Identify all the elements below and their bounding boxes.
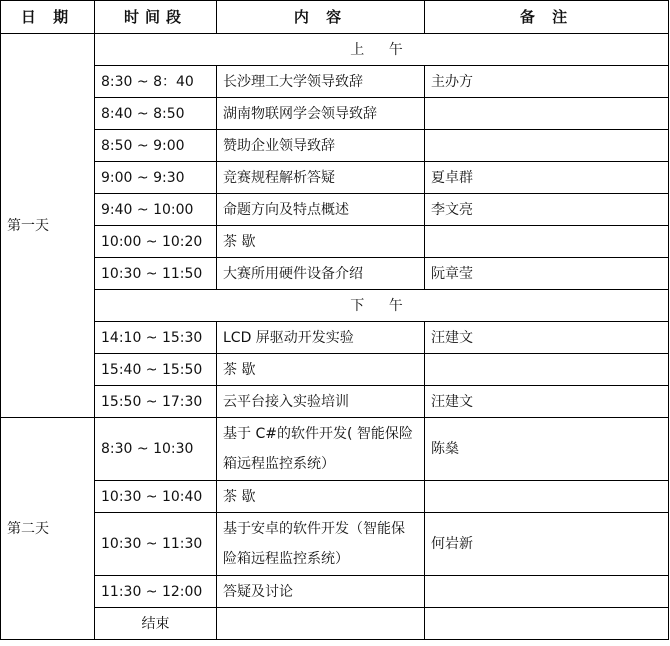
- content-cell: 茶 歇: [217, 354, 425, 386]
- time-cell: 10:30 ~ 11:30: [95, 513, 217, 576]
- note-cell: [425, 608, 669, 640]
- table-row: [1, 194, 669, 226]
- header-date: 日 期: [1, 1, 95, 34]
- table-row: [1, 130, 669, 162]
- section-title: 上 午: [95, 34, 669, 66]
- time-cell: 8:40 ~ 8:50: [95, 98, 217, 130]
- content-cell: LCD 屏驱动开发实验: [217, 322, 425, 354]
- table-row: [1, 418, 669, 481]
- time-cell: 8:50 ~ 9:00: [95, 130, 217, 162]
- time-cell: 15:50 ~ 17:30: [95, 386, 217, 418]
- note-cell: 何岩新: [425, 513, 669, 576]
- time-cell: 15:40 ~ 15:50: [95, 354, 217, 386]
- note-cell: [425, 98, 669, 130]
- time-cell: 10:30 ~ 11:50: [95, 258, 217, 290]
- section-row: [1, 290, 669, 322]
- table-row: [1, 576, 669, 608]
- time-cell: 8:30 ~ 8：40: [95, 66, 217, 98]
- content-cell: 茶 歇: [217, 481, 425, 513]
- table-row: [1, 162, 669, 194]
- content-cell: 湖南物联网学会领导致辞: [217, 98, 425, 130]
- table-row: [1, 513, 669, 576]
- content-cell: [217, 608, 425, 640]
- note-cell: 汪建文: [425, 322, 669, 354]
- section-row: [1, 34, 669, 66]
- schedule-body: [1, 34, 669, 640]
- content-cell: 云平台接入实验培训: [217, 386, 425, 418]
- note-cell: 汪建文: [425, 386, 669, 418]
- header-content: 内 容: [217, 1, 425, 34]
- content-cell: 大赛所用硬件设备介绍: [217, 258, 425, 290]
- section-title: 下 午: [95, 290, 669, 322]
- content-cell: 赞助企业领导致辞: [217, 130, 425, 162]
- table-row: [1, 386, 669, 418]
- note-cell: 主办方: [425, 66, 669, 98]
- content-cell: 基于 C#的软件开发( 智能保险箱远程监控系统）: [217, 418, 425, 481]
- content-cell: 基于安卓的软件开发（智能保险箱远程监控系统）: [217, 513, 425, 576]
- note-cell: 阮章莹: [425, 258, 669, 290]
- time-cell: 10:30 ~ 10:40: [95, 481, 217, 513]
- table-row: [1, 322, 669, 354]
- day-label: 第一天: [1, 34, 95, 418]
- day-label: 第二天: [1, 418, 95, 640]
- table-row: [1, 258, 669, 290]
- table-row: [1, 608, 669, 640]
- header-time: 时间段: [95, 1, 217, 34]
- note-cell: 李文亮: [425, 194, 669, 226]
- table-row: [1, 66, 669, 98]
- note-cell: [425, 226, 669, 258]
- note-cell: [425, 481, 669, 513]
- note-cell: 陈燊: [425, 418, 669, 481]
- header-row: [1, 1, 669, 34]
- header-note: 备 注: [425, 1, 669, 34]
- content-cell: 竞赛规程解析答疑: [217, 162, 425, 194]
- content-cell: 命题方向及特点概述: [217, 194, 425, 226]
- note-cell: [425, 130, 669, 162]
- time-cell: 8:30 ~ 10:30: [95, 418, 217, 481]
- note-cell: [425, 576, 669, 608]
- table-row: [1, 354, 669, 386]
- time-cell: 结束: [95, 608, 217, 640]
- time-cell: 14:10 ~ 15:30: [95, 322, 217, 354]
- time-cell: 9:00 ~ 9:30: [95, 162, 217, 194]
- content-cell: 茶 歇: [217, 226, 425, 258]
- time-cell: 11:30 ~ 12:00: [95, 576, 217, 608]
- table-row: [1, 481, 669, 513]
- note-cell: [425, 354, 669, 386]
- content-cell: 长沙理工大学领导致辞: [217, 66, 425, 98]
- content-cell: 答疑及讨论: [217, 576, 425, 608]
- time-cell: 9:40 ~ 10:00: [95, 194, 217, 226]
- note-cell: 夏卓群: [425, 162, 669, 194]
- table-row: [1, 98, 669, 130]
- time-cell: 10:00 ~ 10:20: [95, 226, 217, 258]
- table-row: [1, 226, 669, 258]
